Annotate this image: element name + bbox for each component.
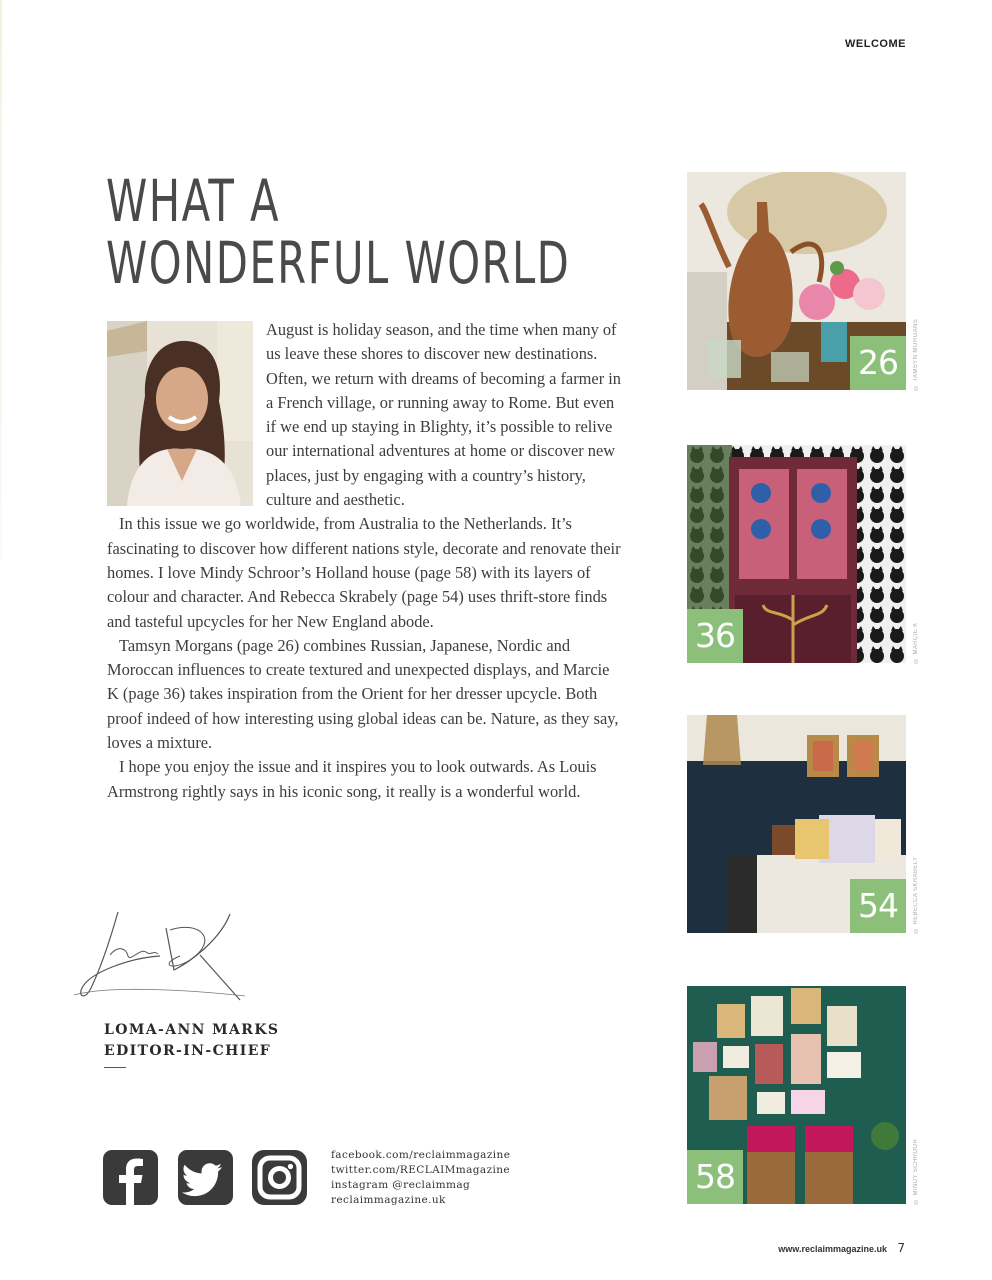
article-body [107,318,625,804]
article-paragraph: August is holiday season, and the time when many of us leave these shores to discover new destinations. Often, we return with dreams of becoming a farmer in a French village, or running away to Rome. But even if we end up staying in Blighty, it’s possible to relive our international adventures at home or discover new places, just by engaging with a country’s history, culture and aesthetic. [266,320,621,510]
divider [104,1067,126,1068]
editor-name: LOMA-ANN MARKS [104,1022,280,1038]
page-badge: 26 [850,336,906,390]
instagram-icon[interactable] [252,1150,307,1205]
photo-credit: © MINDY SCHROOR [913,1138,919,1204]
page-edge [0,0,2,560]
photo-credit: © REBECCA SKRABELY [913,856,919,933]
page-number: 7 [897,1241,905,1255]
feature-thumbnail-36[interactable] [687,445,906,663]
page-badge: 54 [850,879,906,933]
feature-thumbnail-58[interactable] [687,986,906,1204]
photo-credit: © TAMSYN MORGANS [913,318,919,390]
facebook-icon[interactable] [103,1150,158,1205]
editor-signature [70,900,250,1015]
portrait-wrap-space [107,318,266,512]
section-label: WELCOME [845,38,906,50]
article-paragraph: In this issue we go worldwide, from Australia to the Netherlands. It’s fascinating to discover how different nations style, decorate and renovate their homes. I love Mindy Schroor’s Holland house (page 58) with its layers of colour and character. And Rebecca Skrabely (page 54) uses thrift-store finds and tasteful upcycles for her New England abode. [107,514,621,631]
editor-title: EDITOR-IN-CHIEF [104,1043,272,1059]
feature-thumbnail-26[interactable] [687,172,906,390]
instagram-link[interactable]: instagram @reclaimmag [331,1179,471,1191]
twitter-link[interactable]: twitter.com/RECLAIMmagazine [331,1164,511,1176]
social-links [331,1148,510,1208]
page-badge: 36 [687,609,743,663]
footer-url[interactable]: www.reclaimmagazine.uk [778,1244,887,1254]
website-link[interactable]: reclaimmagazine.uk [331,1194,446,1206]
facebook-link[interactable]: facebook.com/reclaimmagazine [331,1149,511,1161]
headline [106,167,571,297]
headline-line-2: WONDERFUL WORLD [106,229,571,297]
headline-line-1: WHAT A [106,167,281,235]
page-badge: 58 [687,1150,743,1204]
article-paragraph: I hope you enjoy the issue and it inspires you to look outwards. As Louis Armstrong rightly says in his iconic song, it really is a wonderful world. [107,757,597,801]
feature-thumbnail-54[interactable] [687,715,906,933]
twitter-icon[interactable] [178,1150,233,1205]
photo-credit: © MARCIE K [913,622,919,663]
article-paragraph: Tamsyn Morgans (page 26) combines Russian, Japanese, Nordic and Moroccan influences to create textured and unexpected displays, and Marcie K (page 36) takes inspiration from the Orient for her dresser upcycle. Both proof indeed of how interesting using global ideas can be. Nature, as they say, loves a mixture. [107,635,619,753]
